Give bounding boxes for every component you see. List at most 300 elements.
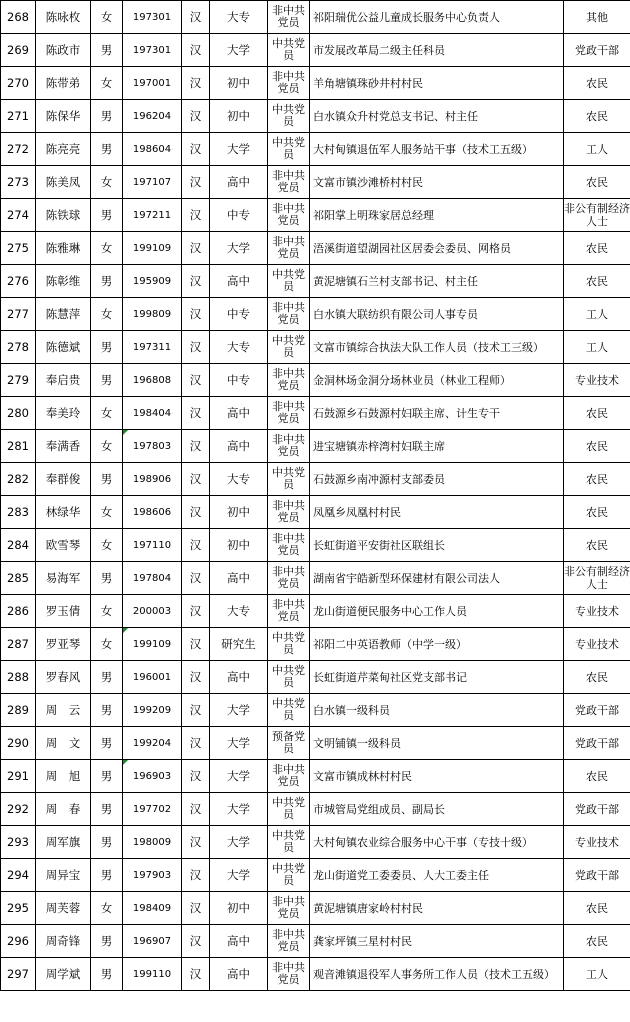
ethnicity-cell: 汉: [182, 67, 210, 100]
row-number-cell: 276: [1, 265, 36, 298]
gender-cell: 女: [91, 166, 123, 199]
gender-cell: 男: [91, 727, 123, 760]
work-position-cell: 黄泥塘镇石兰村支部书记、村主任: [310, 265, 564, 298]
row-number-cell: 275: [1, 232, 36, 265]
row-number-cell: 285: [1, 562, 36, 595]
party-affiliation-cell: 预备党员: [268, 727, 310, 760]
party-affiliation-cell: 中共党员: [268, 826, 310, 859]
person-name-cell: 周奇锋: [36, 925, 91, 958]
row-number-cell: 291: [1, 760, 36, 793]
table-row: [1, 694, 630, 727]
education-cell: 高中: [210, 265, 268, 298]
table-row: [1, 925, 630, 958]
birth-date-cell: 197804: [123, 562, 182, 595]
table-row: [1, 1, 630, 34]
work-position-cell: 进宝塘镇赤梓湾村妇联主席: [310, 430, 564, 463]
person-name-cell: 奉美玲: [36, 397, 91, 430]
party-affiliation-cell: 中共党员: [268, 793, 310, 826]
row-number-cell: 272: [1, 133, 36, 166]
birth-date-cell: 196903: [123, 760, 182, 793]
sector-category-cell: 非公有制经济人士: [564, 199, 630, 232]
birth-date-cell: 197301: [123, 34, 182, 67]
work-position-cell: 羊角塘镇珠砂井村村民: [310, 67, 564, 100]
birth-date-cell: 196808: [123, 364, 182, 397]
ethnicity-cell: 汉: [182, 595, 210, 628]
row-number-cell: 295: [1, 892, 36, 925]
gender-cell: 男: [91, 826, 123, 859]
row-number-cell: 269: [1, 34, 36, 67]
gender-cell: 男: [91, 331, 123, 364]
ethnicity-cell: 汉: [182, 265, 210, 298]
party-affiliation-cell: 非中共党员: [268, 496, 310, 529]
party-affiliation-cell: 中共党员: [268, 661, 310, 694]
person-name-cell: 陈政市: [36, 34, 91, 67]
ethnicity-cell: 汉: [182, 694, 210, 727]
ethnicity-cell: 汉: [182, 364, 210, 397]
gender-cell: 女: [91, 67, 123, 100]
party-affiliation-cell: 非中共党员: [268, 364, 310, 397]
party-affiliation-cell: 中共党员: [268, 34, 310, 67]
row-number-cell: 270: [1, 67, 36, 100]
row-number-cell: 288: [1, 661, 36, 694]
row-number-cell: 274: [1, 199, 36, 232]
sector-category-cell: 工人: [564, 331, 630, 364]
table-row: [1, 232, 630, 265]
work-position-cell: 大村甸镇农业综合服务中心干事（专技十级）: [310, 826, 564, 859]
ethnicity-cell: 汉: [182, 199, 210, 232]
person-name-cell: 奉群俊: [36, 463, 91, 496]
row-number-cell: 282: [1, 463, 36, 496]
ethnicity-cell: 汉: [182, 496, 210, 529]
sector-category-cell: 农民: [564, 67, 630, 100]
work-position-cell: 黄泥塘镇唐家岭村村民: [310, 892, 564, 925]
birth-date-cell: 198409: [123, 892, 182, 925]
party-affiliation-cell: 非中共党员: [268, 892, 310, 925]
person-name-cell: 欧雪琴: [36, 529, 91, 562]
sector-category-cell: 专业技术: [564, 364, 630, 397]
gender-cell: 男: [91, 793, 123, 826]
birth-date-cell: 197001: [123, 67, 182, 100]
education-cell: 中专: [210, 364, 268, 397]
work-position-cell: 浯溪街道望湖园社区居委会委员、网格员: [310, 232, 564, 265]
gender-cell: 女: [91, 397, 123, 430]
work-position-cell: 白水镇一级科员: [310, 694, 564, 727]
ethnicity-cell: 汉: [182, 1, 210, 34]
table-row: [1, 859, 630, 892]
person-name-cell: 周军旗: [36, 826, 91, 859]
person-name-cell: 周 春: [36, 793, 91, 826]
sector-category-cell: 农民: [564, 265, 630, 298]
work-position-cell: 凤凰乡凤凰村村民: [310, 496, 564, 529]
education-cell: 大专: [210, 1, 268, 34]
row-number-cell: 289: [1, 694, 36, 727]
work-position-cell: 祁阳二中英语教师（中学一级）: [310, 628, 564, 661]
table-row: [1, 496, 630, 529]
work-position-cell: 文明铺镇一级科员: [310, 727, 564, 760]
party-affiliation-cell: 非中共党员: [268, 760, 310, 793]
ethnicity-cell: 汉: [182, 397, 210, 430]
education-cell: 中专: [210, 298, 268, 331]
sector-category-cell: 非公有制经济人士: [564, 562, 630, 595]
party-affiliation-cell: 中共党员: [268, 100, 310, 133]
table-row: [1, 529, 630, 562]
gender-cell: 女: [91, 232, 123, 265]
birth-date-cell: 197311: [123, 331, 182, 364]
person-name-cell: 陈德斌: [36, 331, 91, 364]
row-number-cell: 268: [1, 1, 36, 34]
table-row: [1, 298, 630, 331]
person-name-cell: 周学斌: [36, 958, 91, 991]
ethnicity-cell: 汉: [182, 529, 210, 562]
party-affiliation-cell: 非中共党员: [268, 298, 310, 331]
birth-date-cell: 198906: [123, 463, 182, 496]
gender-cell: 女: [91, 628, 123, 661]
ethnicity-cell: 汉: [182, 298, 210, 331]
ethnicity-cell: 汉: [182, 34, 210, 67]
row-number-cell: 294: [1, 859, 36, 892]
gender-cell: 男: [91, 265, 123, 298]
work-position-cell: 湖南省宇皓新型环保建材有限公司法人: [310, 562, 564, 595]
birth-date-cell: 197903: [123, 859, 182, 892]
party-affiliation-cell: 中共党员: [268, 628, 310, 661]
table-row: [1, 331, 630, 364]
party-affiliation-cell: 中共党员: [268, 331, 310, 364]
party-affiliation-cell: 非中共党员: [268, 397, 310, 430]
party-affiliation-cell: 中共党员: [268, 265, 310, 298]
row-number-cell: 281: [1, 430, 36, 463]
sector-category-cell: 专业技术: [564, 628, 630, 661]
work-position-cell: 文富市镇综合执法大队工作人员（技术工三级）: [310, 331, 564, 364]
birth-date-cell: 199809: [123, 298, 182, 331]
sector-category-cell: 专业技术: [564, 826, 630, 859]
ethnicity-cell: 汉: [182, 166, 210, 199]
person-name-cell: 奉满香: [36, 430, 91, 463]
person-name-cell: 陈美凤: [36, 166, 91, 199]
person-name-cell: 陈铁球: [36, 199, 91, 232]
birth-date-cell: 198404: [123, 397, 182, 430]
sector-category-cell: 专业技术: [564, 595, 630, 628]
birth-date-cell: 199109: [123, 232, 182, 265]
gender-cell: 男: [91, 133, 123, 166]
gender-cell: 男: [91, 859, 123, 892]
table-row: [1, 34, 630, 67]
person-name-cell: 周异宝: [36, 859, 91, 892]
row-number-cell: 284: [1, 529, 36, 562]
sector-category-cell: 农民: [564, 166, 630, 199]
row-number-cell: 286: [1, 595, 36, 628]
work-position-cell: 石鼓源乡石鼓源村妇联主席、计生专干: [310, 397, 564, 430]
row-number-cell: 278: [1, 331, 36, 364]
gender-cell: 男: [91, 199, 123, 232]
education-cell: 高中: [210, 166, 268, 199]
person-name-cell: 罗亚琴: [36, 628, 91, 661]
table-row: [1, 397, 630, 430]
education-cell: 初中: [210, 496, 268, 529]
work-position-cell: 石鼓源乡南冲源村支部委员: [310, 463, 564, 496]
person-name-cell: 周芙蓉: [36, 892, 91, 925]
education-cell: 初中: [210, 67, 268, 100]
work-position-cell: 白水镇大联纺织有限公司人事专员: [310, 298, 564, 331]
table-row: [1, 265, 630, 298]
sector-category-cell: 农民: [564, 661, 630, 694]
education-cell: 大学: [210, 133, 268, 166]
birth-date-cell: 197110: [123, 529, 182, 562]
work-position-cell: 观音滩镇退役军人事务所工作人员（技术工五级）: [310, 958, 564, 991]
gender-cell: 男: [91, 34, 123, 67]
gender-cell: 男: [91, 694, 123, 727]
ethnicity-cell: 汉: [182, 892, 210, 925]
gender-cell: 男: [91, 463, 123, 496]
gender-cell: 男: [91, 925, 123, 958]
birth-date-cell: 197107: [123, 166, 182, 199]
work-position-cell: 长虹街道芹菜甸社区党支部书记: [310, 661, 564, 694]
sector-category-cell: 农民: [564, 760, 630, 793]
person-name-cell: 陈保华: [36, 100, 91, 133]
birth-date-cell: 197702: [123, 793, 182, 826]
row-number-cell: 277: [1, 298, 36, 331]
ethnicity-cell: 汉: [182, 958, 210, 991]
gender-cell: 女: [91, 298, 123, 331]
table-row: [1, 727, 630, 760]
education-cell: 中专: [210, 199, 268, 232]
sector-category-cell: 农民: [564, 397, 630, 430]
table-row: [1, 628, 630, 661]
table-row: [1, 958, 630, 991]
person-name-cell: 周 云: [36, 694, 91, 727]
sector-category-cell: 农民: [564, 463, 630, 496]
birth-date-cell: 197301: [123, 1, 182, 34]
table-row: [1, 760, 630, 793]
party-affiliation-cell: 非中共党员: [268, 166, 310, 199]
row-number-cell: 292: [1, 793, 36, 826]
education-cell: 大学: [210, 826, 268, 859]
birth-date-cell: 198009: [123, 826, 182, 859]
sector-category-cell: 党政干部: [564, 793, 630, 826]
party-affiliation-cell: 非中共党员: [268, 925, 310, 958]
party-affiliation-cell: 中共党员: [268, 463, 310, 496]
work-position-cell: 祁阳瑞优公益儿童成长服务中心负责人: [310, 1, 564, 34]
row-number-cell: 280: [1, 397, 36, 430]
birth-date-cell: 199209: [123, 694, 182, 727]
ethnicity-cell: 汉: [182, 100, 210, 133]
birth-date-cell: 196204: [123, 100, 182, 133]
party-affiliation-cell: 非中共党员: [268, 562, 310, 595]
row-number-cell: 290: [1, 727, 36, 760]
table-row: [1, 133, 630, 166]
person-name-cell: 罗春风: [36, 661, 91, 694]
row-number-cell: 273: [1, 166, 36, 199]
row-number-cell: 287: [1, 628, 36, 661]
sector-category-cell: 工人: [564, 958, 630, 991]
table-row: [1, 826, 630, 859]
gender-cell: 女: [91, 595, 123, 628]
ethnicity-cell: 汉: [182, 760, 210, 793]
person-name-cell: 奉启贵: [36, 364, 91, 397]
gender-cell: 男: [91, 661, 123, 694]
gender-cell: 女: [91, 529, 123, 562]
education-cell: 高中: [210, 562, 268, 595]
ethnicity-cell: 汉: [182, 463, 210, 496]
gender-cell: 男: [91, 364, 123, 397]
person-name-cell: 陈慧萍: [36, 298, 91, 331]
gender-cell: 女: [91, 430, 123, 463]
person-name-cell: 陈带弟: [36, 67, 91, 100]
table-row: [1, 100, 630, 133]
sector-category-cell: 农民: [564, 529, 630, 562]
party-affiliation-cell: 中共党员: [268, 694, 310, 727]
party-affiliation-cell: 中共党员: [268, 859, 310, 892]
table-row: [1, 199, 630, 232]
party-affiliation-cell: 中共党员: [268, 133, 310, 166]
ethnicity-cell: 汉: [182, 562, 210, 595]
education-cell: 高中: [210, 661, 268, 694]
birth-date-cell: 195909: [123, 265, 182, 298]
ethnicity-cell: 汉: [182, 859, 210, 892]
ethnicity-cell: 汉: [182, 925, 210, 958]
ethnicity-cell: 汉: [182, 430, 210, 463]
birth-date-cell: 199109: [123, 628, 182, 661]
education-cell: 初中: [210, 529, 268, 562]
work-position-cell: 祁阳掌上明珠家居总经理: [310, 199, 564, 232]
gender-cell: 女: [91, 496, 123, 529]
table-row: [1, 67, 630, 100]
birth-date-cell: 197803: [123, 430, 182, 463]
sector-category-cell: 党政干部: [564, 727, 630, 760]
table-row: [1, 166, 630, 199]
ethnicity-cell: 汉: [182, 232, 210, 265]
ethnicity-cell: 汉: [182, 331, 210, 364]
ethnicity-cell: 汉: [182, 727, 210, 760]
table-row: [1, 595, 630, 628]
work-position-cell: 文富市镇沙滩桥村村民: [310, 166, 564, 199]
work-position-cell: 龙山街道党工委委员、人大工委主任: [310, 859, 564, 892]
party-affiliation-cell: 非中共党员: [268, 199, 310, 232]
table-row: [1, 562, 630, 595]
sector-category-cell: 党政干部: [564, 34, 630, 67]
sector-category-cell: 农民: [564, 496, 630, 529]
gender-cell: 男: [91, 958, 123, 991]
education-cell: 大学: [210, 34, 268, 67]
row-number-cell: 271: [1, 100, 36, 133]
work-position-cell: 文富市镇成林村村民: [310, 760, 564, 793]
education-cell: 大学: [210, 760, 268, 793]
party-affiliation-cell: 非中共党员: [268, 67, 310, 100]
person-name-cell: 周 旭: [36, 760, 91, 793]
sector-category-cell: 其他: [564, 1, 630, 34]
person-name-cell: 陈咏枚: [36, 1, 91, 34]
education-cell: 大学: [210, 793, 268, 826]
person-name-cell: 陈亮亮: [36, 133, 91, 166]
person-name-cell: 林绿华: [36, 496, 91, 529]
birth-date-cell: 198606: [123, 496, 182, 529]
sector-category-cell: 工人: [564, 298, 630, 331]
gender-cell: 女: [91, 892, 123, 925]
sector-category-cell: 农民: [564, 430, 630, 463]
education-cell: 初中: [210, 892, 268, 925]
work-position-cell: 长虹街道平安街社区联组长: [310, 529, 564, 562]
education-cell: 初中: [210, 100, 268, 133]
person-name-cell: 罗玉倩: [36, 595, 91, 628]
table-row: [1, 364, 630, 397]
row-number-cell: 293: [1, 826, 36, 859]
gender-cell: 男: [91, 100, 123, 133]
birth-date-cell: 198604: [123, 133, 182, 166]
birth-date-cell: 196907: [123, 925, 182, 958]
gender-cell: 男: [91, 562, 123, 595]
work-position-cell: 金洞林场金洞分场林业员（林业工程师）: [310, 364, 564, 397]
work-position-cell: 龙山街道便民服务中心工作人员: [310, 595, 564, 628]
party-affiliation-cell: 非中共党员: [268, 430, 310, 463]
sector-category-cell: 农民: [564, 925, 630, 958]
work-position-cell: 市发展改革局二级主任科员: [310, 34, 564, 67]
table-row: [1, 661, 630, 694]
person-name-cell: 陈雅琳: [36, 232, 91, 265]
work-position-cell: 白水镇众升村党总支书记、村主任: [310, 100, 564, 133]
person-name-cell: 陈彰维: [36, 265, 91, 298]
ethnicity-cell: 汉: [182, 661, 210, 694]
education-cell: 大学: [210, 859, 268, 892]
party-affiliation-cell: 非中共党员: [268, 595, 310, 628]
party-affiliation-cell: 非中共党员: [268, 1, 310, 34]
gender-cell: 男: [91, 760, 123, 793]
education-cell: 大专: [210, 595, 268, 628]
person-name-cell: 周 文: [36, 727, 91, 760]
table-row: [1, 463, 630, 496]
roster-body: [1, 1, 630, 991]
party-affiliation-cell: 非中共党员: [268, 232, 310, 265]
person-name-cell: 易海军: [36, 562, 91, 595]
education-cell: 大专: [210, 463, 268, 496]
education-cell: 高中: [210, 430, 268, 463]
sector-category-cell: 农民: [564, 232, 630, 265]
birth-date-cell: 197211: [123, 199, 182, 232]
table-row: [1, 892, 630, 925]
sector-category-cell: 党政干部: [564, 859, 630, 892]
row-number-cell: 296: [1, 925, 36, 958]
ethnicity-cell: 汉: [182, 628, 210, 661]
education-cell: 大学: [210, 232, 268, 265]
sector-category-cell: 农民: [564, 100, 630, 133]
table-row: [1, 793, 630, 826]
row-number-cell: 283: [1, 496, 36, 529]
work-position-cell: 大村甸镇退伍军人服务站干事（技术工五级）: [310, 133, 564, 166]
education-cell: 高中: [210, 397, 268, 430]
sector-category-cell: 农民: [564, 892, 630, 925]
ethnicity-cell: 汉: [182, 133, 210, 166]
education-cell: 大专: [210, 331, 268, 364]
work-position-cell: 龚家坪镇三星村村民: [310, 925, 564, 958]
education-cell: 大学: [210, 694, 268, 727]
sector-category-cell: 工人: [564, 133, 630, 166]
table-row: [1, 430, 630, 463]
row-number-cell: 297: [1, 958, 36, 991]
row-number-cell: 279: [1, 364, 36, 397]
education-cell: 高中: [210, 958, 268, 991]
gender-cell: 女: [91, 1, 123, 34]
education-cell: 大学: [210, 727, 268, 760]
education-cell: 研究生: [210, 628, 268, 661]
education-cell: 高中: [210, 925, 268, 958]
party-affiliation-cell: 非中共党员: [268, 958, 310, 991]
birth-date-cell: 200003: [123, 595, 182, 628]
work-position-cell: 市城管局党组成员、副局长: [310, 793, 564, 826]
ethnicity-cell: 汉: [182, 793, 210, 826]
ethnicity-cell: 汉: [182, 826, 210, 859]
birth-date-cell: 196001: [123, 661, 182, 694]
birth-date-cell: 199204: [123, 727, 182, 760]
birth-date-cell: 199110: [123, 958, 182, 991]
sector-category-cell: 党政干部: [564, 694, 630, 727]
